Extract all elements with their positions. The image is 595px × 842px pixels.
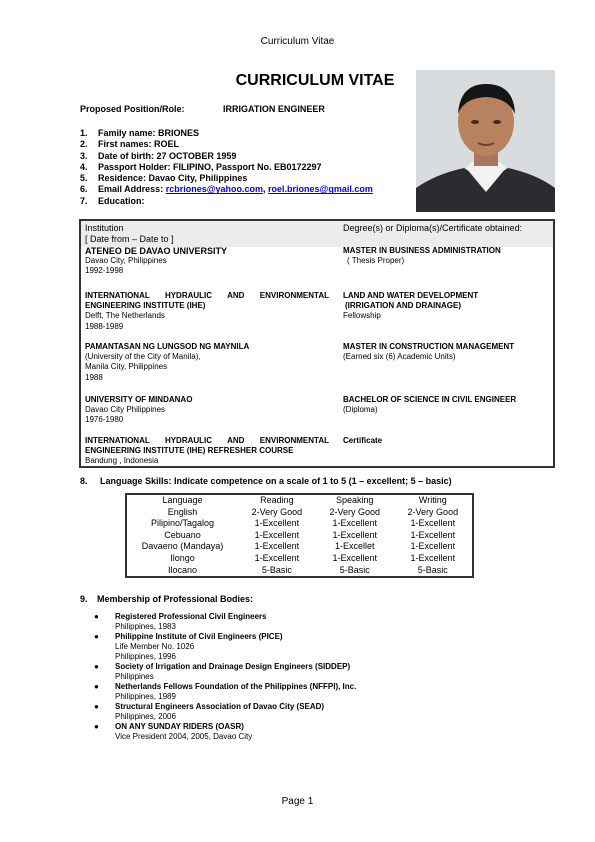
header-degree: Degree(s) or Diploma(s)/Certificate obtained: (343, 223, 523, 233)
membership-item: ● Structural Engineers Association of Davao City (SEAD) Philippines, 2006 (94, 702, 325, 721)
membership-item: ● Netherlands Fellows Foundation of the Philippines (NFFPI), Inc. Philippines, 1989 (94, 682, 357, 701)
membership-item: ● Registered Professional Civil Engineers Philippines, 1983 (94, 612, 267, 631)
proposed-position (80, 104, 325, 114)
language-row: English 2-Very Good 2-Very Good 2-Very Good (167, 506, 459, 517)
personal-details-list (80, 128, 373, 207)
personal-item: 5. Residence: Davao City, Philippines (80, 173, 248, 184)
document-title: CURRICULUM VITAE (235, 72, 395, 89)
header-institution: Institution (85, 223, 124, 233)
position-value: IRRIGATION ENGINEER (223, 104, 325, 114)
page-number: Page 1 (281, 796, 314, 807)
bullet-icon: ● (94, 722, 99, 731)
personal-item: 3. Date of birth: 27 OCTOBER 1959 (80, 150, 237, 161)
bullet-icon: ● (94, 612, 99, 621)
language-table-header: Language Reading Speaking Writing (162, 495, 447, 505)
membership-item: ● Philippine Institute of Civil Engineers (PICE) Life Member No. 1026 Philippines, 1996 (94, 632, 283, 661)
language-row: Cebuano 1-Excellent 1-Excellent 1-Excellent (164, 529, 456, 540)
membership-item: ● Society of Irrigation and Drainage Design Engineers (SIDDEP) Philippines (94, 662, 351, 681)
running-header: Curriculum Vitae (260, 36, 335, 47)
bullet-icon: ● (94, 702, 99, 711)
language-row: Ilocano 5-Basic 5-Basic 5-Basic (167, 564, 448, 575)
education-table: Institution [ Date from – Date to ] Degree(s) or Diploma(s)/Certificate obtained: ATENEO DE DAVAO UNIVERSITY Davao City, Philippines 1992-1998 MASTER IN BUSINESS ADMINISTRATION ( Thesis Proper) INTERNATIONAL HYDRAULIC AND ENVIRONMENTAL ENGINEERING INSTITUTE (IHE) Delft, The Netherlands 1988-1989 LAND AND WATER DEVELOPMENT (IRRIGATION AND DRAINAGE) Fellowship PAMANTASAN NG LUNGSOD NG MAYNILA (University of the City of Manila), Manila City, Philippines 1988 MASTER IN CONSTRUCTION MANAGEMENT (Earned six (6) Academic Units) UNIVERSITY OF MINDANAO Davao City Philippines 1976-1980 BACHELOR OF SCIENCE IN CIVIL ENGINEER (Diploma) INTERNATIONAL HYDRAULIC AND ENVIRONMENTAL ENGINEERING INSTITUTE (IHE) REFRESHER COURSE Bandung , Indonesia Certificate (79, 219, 555, 468)
portrait-photo (416, 70, 555, 212)
personal-item: 7. Education: (80, 195, 145, 206)
education-table-header (81, 221, 553, 247)
language-row: Pilipino/Tagalog 1-Excellent 1-Excellent 1-Excellent (150, 518, 456, 529)
email-link-gmail[interactable]: roel.briones@gmail.com (268, 184, 373, 195)
email-item: 6. Email Address: rcbriones@yahoo.com, roel.briones@gmail.com (80, 184, 373, 195)
language-row: Ilongo 1-Excellent 1-Excellent 1-Excellent (170, 552, 456, 563)
bullet-icon: ● (94, 662, 99, 671)
portrait-illustration (416, 70, 555, 212)
language-skills-table (125, 493, 474, 578)
personal-item: 2. First names: ROEL (80, 139, 180, 150)
personal-item: 1. Family name: BRIONES (80, 128, 200, 138)
membership-list (94, 612, 356, 742)
position-label: Proposed Position/Role: (80, 104, 185, 114)
language-skills-heading: 8. Language Skills: Indicate competence on a scale of 1 to 5 (1 – excellent; 5 – basic) (80, 476, 452, 486)
bullet-icon: ● (94, 632, 99, 641)
membership-heading: 9. Membership of Professional Bodies: (80, 594, 254, 604)
language-row: Davaeno (Mandaya) 1-Excellent 1-Excellet 1-Excellent (141, 541, 456, 552)
personal-item: 4. Passport Holder: FILIPINO, Passport No. EB0172297 (80, 161, 322, 172)
membership-item: ● ON ANY SUNDAY RIDERS (OASR) Vice President 2004, 2005, Davao City (94, 722, 253, 741)
email-link-yahoo[interactable]: rcbriones@yahoo.com (165, 184, 264, 195)
bullet-icon: ● (94, 682, 99, 691)
header-dates: [ Date from – Date to ] (85, 234, 174, 244)
